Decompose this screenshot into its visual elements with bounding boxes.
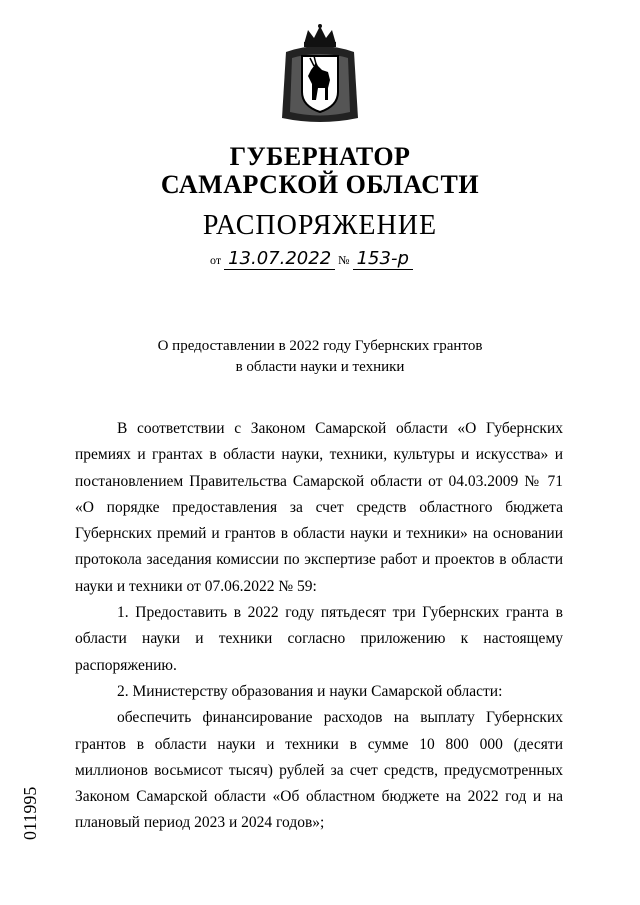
coat-of-arms-emblem: [278, 22, 362, 128]
number-label: №: [338, 253, 350, 267]
registry-stamp: [20, 786, 73, 861]
handwritten-date: 13.07.2022: [224, 248, 335, 270]
subject-line-1: О предоставлении в 2022 году Губернских грантов: [157, 338, 483, 354]
paragraph-item-2: 2. Министерству образования и науки Самарской области:: [117, 682, 503, 700]
issuer-region: САМАРСКОЙ ОБЛАСТИ: [160, 170, 480, 199]
handwritten-number: 153-р: [353, 248, 413, 270]
paragraph-item-2-detail: обеспечить финансирование расходов на выплату Губернских грантов в области науки и техники в сумме 10 800 000 (десяти миллионов восьмисот тысяч) рублей за счет средств, предусмотренных Законом Самарской области «Об областном бюджете на 2022 год и на плановый период 2023 и 2024 годов»;: [75, 709, 563, 832]
paragraph-item-1: 1. Предоставить в 2022 году пятьдесят три Губернских гранта в области науки и техники согласно приложению к настоящему распоряжению.: [75, 604, 563, 674]
date-number-line: [210, 248, 413, 269]
document-body: [75, 416, 563, 837]
subject-line-2: в области науки и техники: [235, 359, 405, 375]
date-prefix: от: [210, 253, 222, 267]
paragraph-preamble: В соответствии с Законом Самарской области «О Губернских премиях и грантах в области науки, техники, культуры и искусства» и постановлением Правительства Самарской области от 04.03.2009 № 71 «О порядке предоставления за счет средств областного бюджета Губернских премий и грантов в области науки и техники» на основании протокола заседания комиссии по экспертизе работ и проектов в области науки и техники от 07.06.2022 № 59:: [75, 420, 563, 595]
document-type: РАСПОРЯЖЕНИЕ: [202, 210, 438, 241]
stamp-number: 011995: [20, 786, 40, 840]
document-subject: [0, 336, 640, 378]
issuer-title: ГУБЕРНАТОР: [229, 142, 411, 171]
